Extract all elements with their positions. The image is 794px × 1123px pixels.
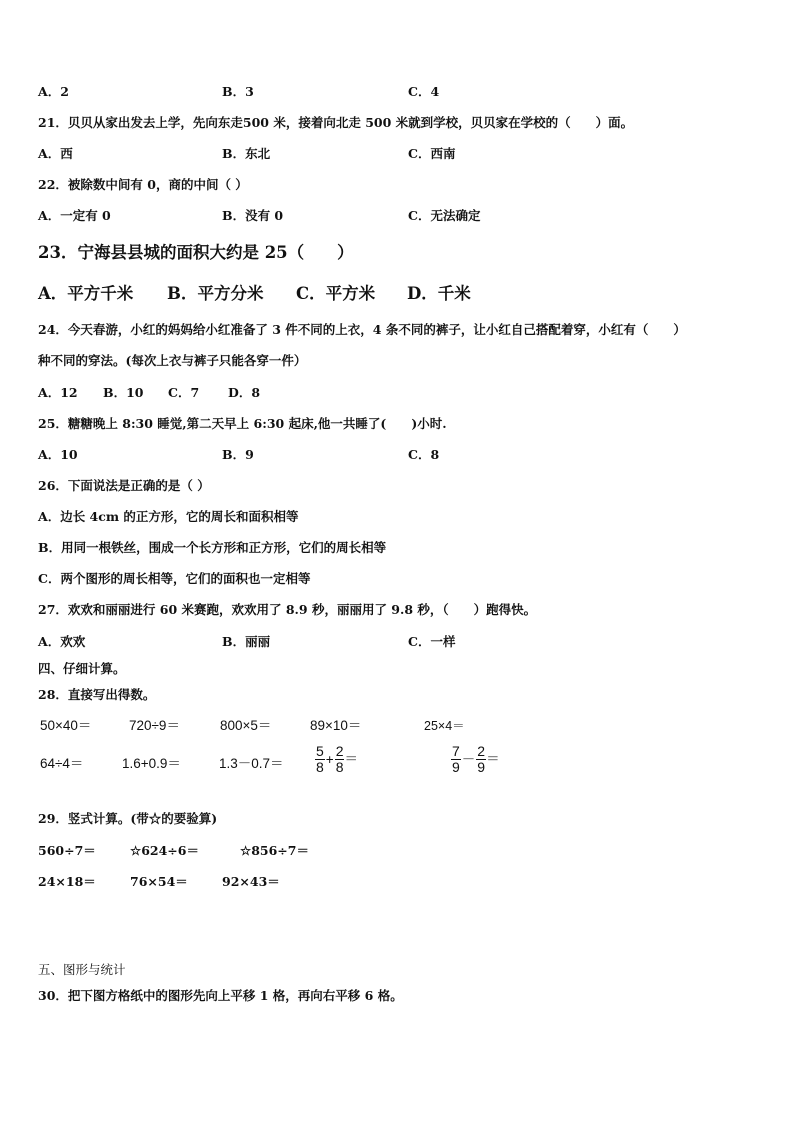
q27-option-a[interactable]: A．欢欢 (38, 634, 86, 649)
q23-option-d[interactable]: D．千米 (407, 284, 471, 303)
q28-item: 1.3－0.7＝ (219, 756, 284, 771)
q29-item: 24×18＝ (38, 874, 96, 889)
q20-option-c[interactable]: C．4 (408, 84, 440, 99)
q29-item: 92×43＝ (222, 874, 280, 889)
fraction: $\frac{5}{8}$ (316, 743, 324, 775)
q26-option-a[interactable]: A．边长 4cm 的正方形，它的周长和面积相等 (38, 509, 299, 524)
q27-option-c[interactable]: C．一样 (408, 634, 456, 649)
q29-question: 29．竖式计算。(带☆的要验算) (38, 811, 218, 826)
q28-item: 800×5＝ (220, 718, 272, 733)
q28-item: 1.6+0.9＝ (122, 756, 181, 771)
q28-item: 64÷4＝ (40, 756, 84, 771)
q27-option-b[interactable]: B．丽丽 (222, 634, 271, 649)
q24-option-d[interactable]: D．8 (228, 385, 261, 400)
q28-question: 28．直接写出得数。 (38, 687, 156, 702)
q20-option-b[interactable]: B．3 (222, 84, 254, 99)
q24-option-b[interactable]: B．10 (103, 385, 144, 400)
q25-option-c[interactable]: C．8 (408, 447, 440, 462)
q22-question: 22．被除数中间有 0，商的中间（ ） (38, 177, 248, 192)
q29-item: ☆624÷6＝ (130, 843, 199, 858)
q25-option-b[interactable]: B．9 (222, 447, 254, 462)
q21-question: 21．贝贝从家出发去上学，先向东走500 米，接着向北走 500 米就到学校，贝贝家在学校的（ ）面。 (38, 115, 634, 130)
q24-question-line1: 24．今天春游，小红的妈妈给小红准备了 3 件不同的上衣，4 条不同的裤子，让小红自己搭配着穿，小红有（ ） (38, 322, 686, 337)
q29-item: ☆856÷7＝ (240, 843, 309, 858)
q24-option-a[interactable]: A．12 (38, 385, 78, 400)
q28-item: 25×4＝ (424, 719, 465, 733)
section-5-title: 五、图形与统计 (38, 962, 126, 977)
fraction: $\frac{2}{8}$ (335, 743, 344, 775)
q27-question: 27．欢欢和丽丽进行 60 米赛跑，欢欢用了 8.9 秒，丽丽用了 9.8 秒，（ ）跑得快。 (38, 602, 537, 617)
q26-question: 26．下面说法是正确的是（ ） (38, 478, 210, 493)
q23-option-c[interactable]: C．平方米 (296, 284, 376, 303)
q24-question-line2: 种不同的穿法。(每次上衣与裤子只能各穿一件） (38, 353, 307, 368)
q23-option-a[interactable]: A．平方千米 (38, 284, 134, 303)
q21-option-b[interactable]: B．东北 (222, 146, 271, 161)
q29-item: 76×54＝ (130, 874, 188, 889)
q24-option-c[interactable]: C．7 (168, 385, 200, 400)
q22-option-b[interactable]: B．没有 0 (222, 208, 284, 223)
q30-question: 30．把下图方格纸中的图形先向上平移 1 格，再向右平移 6 格。 (38, 988, 403, 1003)
q28-item: 50×40＝ (40, 718, 92, 733)
q22-option-c[interactable]: C．无法确定 (408, 208, 481, 223)
q21-option-c[interactable]: C．西南 (408, 146, 456, 161)
q29-item: 560÷7＝ (38, 843, 96, 858)
q28-fraction-expression: $\frac{5}{8}$ + $\frac{2}{8}$ ＝ (316, 743, 358, 775)
q25-option-a[interactable]: A．10 (38, 447, 78, 462)
fraction: $\frac{7}{9}$ (452, 743, 460, 775)
q20-option-a[interactable]: A．2 (38, 84, 69, 99)
q25-question: 25．糖糖晚上 8:30 睡觉,第二天早上 6:30 起床,他一共睡了( )小时. (38, 416, 447, 431)
q21-option-a[interactable]: A．西 (38, 146, 73, 161)
q28-item: 89×10＝ (310, 718, 362, 733)
section-4-title: 四、仔细计算。 (38, 661, 126, 676)
q23-option-b[interactable]: B．平方分米 (167, 284, 264, 303)
q28-fraction-expression: $\frac{7}{9}$ － $\frac{2}{9}$ ＝ (452, 743, 500, 775)
q26-option-c[interactable]: C．两个图形的周长相等，它们的面积也一定相等 (38, 571, 311, 586)
fraction: $\frac{2}{9}$ (477, 743, 486, 775)
q26-option-b[interactable]: B．用同一根铁丝，围成一个长方形和正方形，它们的周长相等 (38, 540, 387, 555)
q28-item: 720÷9＝ (129, 718, 180, 733)
q23-question: 23．宁海县县城的面积大约是 25（ ） (38, 243, 354, 262)
q22-option-a[interactable]: A．一定有 0 (38, 208, 111, 223)
